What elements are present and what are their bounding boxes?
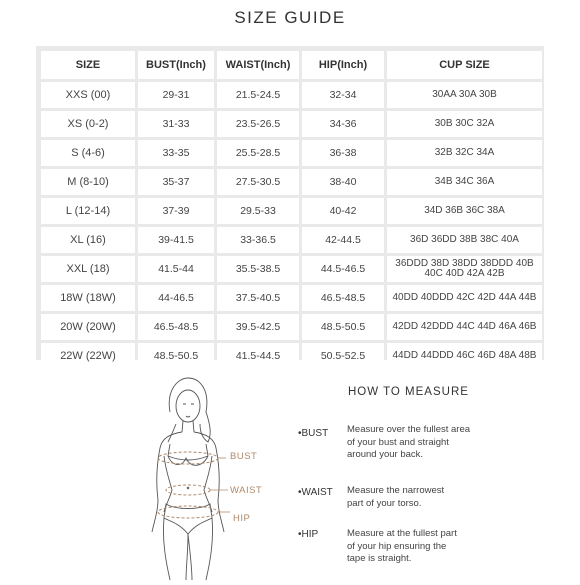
cell-cup-size: 42DD 42DDD 44C 44D 46A 46B <box>387 314 542 340</box>
how-to-measure-title: HOW TO MEASURE <box>348 386 469 398</box>
cell-hip: 46.5-48.5 <box>302 285 384 311</box>
table-row <box>41 227 542 253</box>
cell-size: 22W (22W) <box>41 343 135 369</box>
cell-waist: 37.5-40.5 <box>217 285 299 311</box>
table-row <box>41 111 542 137</box>
cell-bust: 48.5-50.5 <box>138 343 214 369</box>
size-table <box>38 48 545 372</box>
measure-desc-line: tape is straight. <box>347 553 412 564</box>
measure-desc-line: Measure the narrowest <box>347 485 445 496</box>
figure-label-hip: HIP <box>233 513 251 524</box>
cell-size: 20W (20W) <box>41 314 135 340</box>
cell-size: 18W (18W) <box>41 285 135 311</box>
measure-desc-line: of your bust and straight <box>347 436 449 448</box>
measure-label-hip: •HIP <box>298 529 319 540</box>
header-bust: BUST(Inch) <box>138 51 214 79</box>
cell-cup-size: 36DDD 38D 38DD 38DDD 40B 40C 40D 42A 42B <box>387 256 542 282</box>
cell-bust: 44-46.5 <box>138 285 214 311</box>
measure-desc-line: part of your torso. <box>347 497 422 509</box>
measure-desc-bust <box>347 424 470 462</box>
cell-waist: 29.5-33 <box>217 198 299 224</box>
cell-waist: 25.5-28.5 <box>217 140 299 166</box>
cell-waist: 33-36.5 <box>217 227 299 253</box>
cell-bust: 46.5-48.5 <box>138 314 214 340</box>
table-row <box>41 314 542 340</box>
cell-waist: 35.5-38.5 <box>217 256 299 282</box>
cell-bust: 31-33 <box>138 111 214 137</box>
measure-desc-line: of your hip ensuring the <box>347 540 447 552</box>
cell-cup-size: 34D 36B 36C 38A <box>387 198 542 224</box>
cell-hip: 38-40 <box>302 169 384 195</box>
cell-cup-size: 34B 34C 36A <box>387 169 542 195</box>
cell-cup-size: 40DD 40DDD 42C 42D 44A 44B <box>387 285 542 311</box>
cell-bust: 33-35 <box>138 140 214 166</box>
cell-size: S (4-6) <box>41 140 135 166</box>
cell-cup-size: 30B 30C 32A <box>387 111 542 137</box>
cell-waist: 23.5-26.5 <box>217 111 299 137</box>
measure-desc-waist <box>347 485 444 510</box>
table-row <box>41 198 542 224</box>
cell-hip: 32-34 <box>302 82 384 108</box>
cell-waist: 41.5-44.5 <box>217 343 299 369</box>
cell-bust: 29-31 <box>138 82 214 108</box>
cell-hip: 44.5-46.5 <box>302 256 384 282</box>
cell-size: L (12-14) <box>41 198 135 224</box>
cell-cup-size: 36D 36DD 38B 38C 40A <box>387 227 542 253</box>
table-row <box>41 169 542 195</box>
cell-size: M (8-10) <box>41 169 135 195</box>
table-row <box>41 285 542 311</box>
body-figure-illustration <box>130 372 330 580</box>
measure-desc-line: Measure at the fullest part <box>347 528 457 539</box>
page-title: SIZE GUIDE <box>234 8 346 27</box>
header-hip: HIP(Inch) <box>302 51 384 79</box>
table-row <box>41 82 542 108</box>
header-waist: WAIST(Inch) <box>217 51 299 79</box>
body-figure-svg <box>130 372 330 580</box>
cell-bust: 39-41.5 <box>138 227 214 253</box>
measure-desc-line: Measure over the fullest area <box>347 424 471 435</box>
cell-bust: 41.5-44 <box>138 256 214 282</box>
cell-waist: 21.5-24.5 <box>217 82 299 108</box>
cell-cup-size: 30AA 30A 30B <box>387 82 542 108</box>
table-header-row <box>41 51 542 79</box>
header-cup-size: CUP SIZE <box>387 51 542 79</box>
measure-label-waist: •WAIST <box>298 487 333 498</box>
table-row <box>41 140 542 166</box>
cell-size: XXS (00) <box>41 82 135 108</box>
header-size: SIZE <box>41 51 135 79</box>
measure-label-bust: •BUST <box>298 428 329 439</box>
cell-waist: 39.5-42.5 <box>217 314 299 340</box>
cell-cup-size: 44DD 44DDD 46C 46D 48A 48B <box>387 343 542 369</box>
cell-bust: 37-39 <box>138 198 214 224</box>
figure-label-bust: BUST <box>230 451 258 462</box>
cell-hip: 40-42 <box>302 198 384 224</box>
cell-hip: 34-36 <box>302 111 384 137</box>
table-row <box>41 256 542 282</box>
cell-hip: 50.5-52.5 <box>302 343 384 369</box>
figure-label-waist: WAIST <box>230 485 263 496</box>
cell-bust: 35-37 <box>138 169 214 195</box>
cell-size: XXL (18) <box>41 256 135 282</box>
cell-cup-size: 32B 32C 34A <box>387 140 542 166</box>
measure-desc-line: around your back. <box>347 449 424 460</box>
cell-hip: 42-44.5 <box>302 227 384 253</box>
cell-size: XS (0-2) <box>41 111 135 137</box>
cell-hip: 48.5-50.5 <box>302 314 384 340</box>
table-row <box>41 343 542 369</box>
cell-size: XL (16) <box>41 227 135 253</box>
measure-desc-hip <box>347 528 457 566</box>
cell-hip: 36-38 <box>302 140 384 166</box>
cell-waist: 27.5-30.5 <box>217 169 299 195</box>
